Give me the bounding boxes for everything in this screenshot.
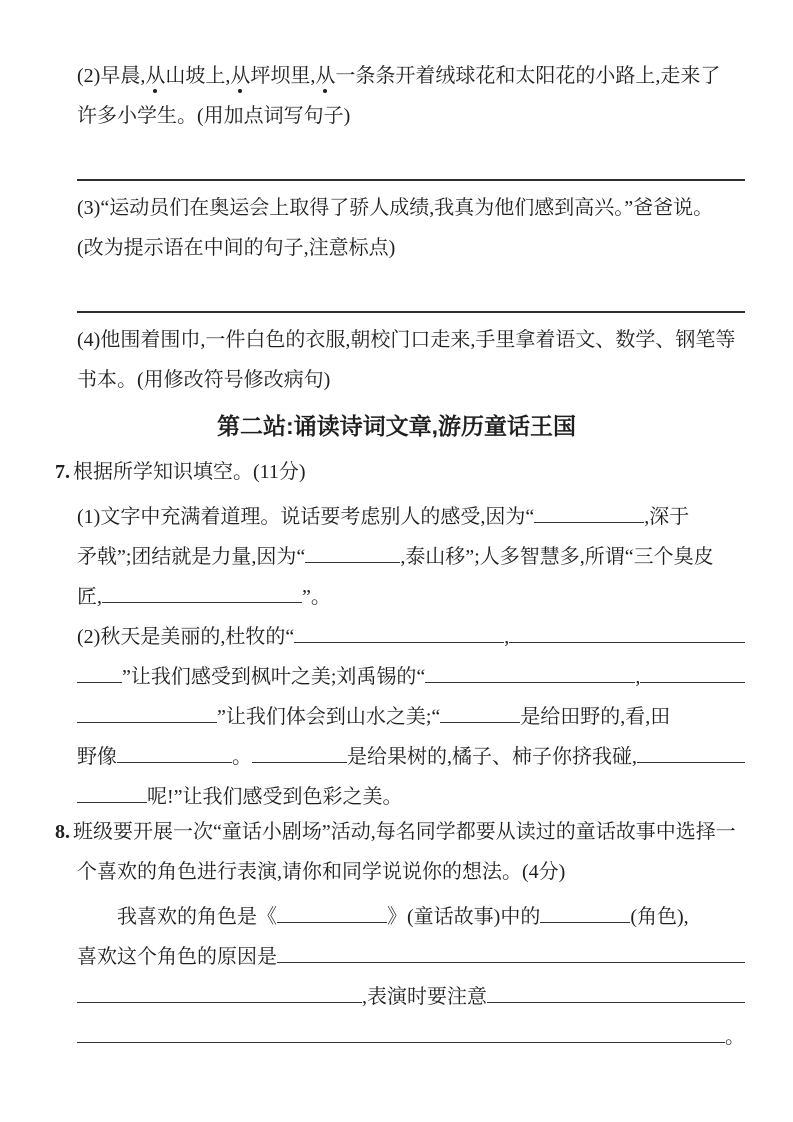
text-run: 是给果树的,橘子、柿子你挤我碰, bbox=[347, 746, 637, 768]
q6-2-answer-writing-line bbox=[55, 136, 745, 188]
text-run: ”让我们体会到山水之美;“ bbox=[217, 706, 441, 728]
q7-2-line4 bbox=[77, 732, 745, 772]
q7-1-line2 bbox=[77, 532, 745, 572]
q7-1-line1 bbox=[77, 492, 745, 532]
text-run: , bbox=[504, 626, 510, 648]
text-run: 匠, bbox=[77, 586, 102, 608]
answer-blank bbox=[637, 732, 745, 763]
answer-blank bbox=[77, 652, 122, 683]
emphasized-word: 从 bbox=[145, 56, 165, 96]
answer-writing-line bbox=[77, 179, 745, 181]
answer-blank bbox=[534, 492, 644, 523]
answer-blank bbox=[425, 652, 635, 683]
text-run: 》(童话故事)中的 bbox=[387, 906, 541, 928]
answer-blank bbox=[294, 612, 504, 643]
q6-2-sentence-line1 bbox=[77, 56, 745, 96]
answer-blank bbox=[509, 612, 745, 643]
q8-answer-line2 bbox=[77, 932, 745, 972]
text-run: 书本。(用修改符号修改病句) bbox=[77, 369, 331, 391]
answer-blank bbox=[540, 892, 630, 923]
answer-blank bbox=[640, 652, 745, 683]
q7-2-line3 bbox=[77, 692, 745, 732]
text-run: 野像 bbox=[77, 746, 117, 768]
text-run: ,泰山移”;人多智慧多,所谓“三个臭皮 bbox=[400, 546, 714, 568]
q6-4-sentence-line2 bbox=[77, 360, 745, 400]
q6-2-sentence-line2 bbox=[77, 96, 745, 136]
text-run: ,表演时要注意 bbox=[362, 986, 487, 1008]
answer-blank bbox=[305, 532, 400, 563]
text-run: 是给田野的,看,田 bbox=[520, 706, 671, 728]
text-run: 一条条开着绒球花和太阳花的小路上,走来了 bbox=[335, 65, 721, 87]
text-run: (1)文字中充满着道理。说话要考虑别人的感受,因为“ bbox=[77, 506, 535, 528]
q8-stem-line1 bbox=[55, 812, 745, 852]
answer-blank bbox=[252, 732, 347, 763]
q8-answer-line3 bbox=[77, 972, 745, 1012]
section-2-heading bbox=[48, 400, 745, 452]
text-run: , bbox=[635, 666, 641, 688]
answer-blank bbox=[277, 892, 387, 923]
q7-2-line2 bbox=[77, 652, 745, 692]
answer-writing-line bbox=[77, 311, 745, 313]
text-run: 坪坝里, bbox=[250, 65, 316, 87]
text-run: (改为提示语在中间的句子,注意标点) bbox=[77, 237, 396, 259]
answer-blank bbox=[440, 692, 520, 723]
q7-1-line3 bbox=[77, 572, 745, 612]
text-run: 根据所学知识填空。(11分) bbox=[73, 461, 306, 483]
question-number: 7. bbox=[55, 461, 70, 483]
question-number: 8. bbox=[55, 821, 70, 843]
text-run: ”让我们感受到枫叶之美;刘禹锡的“ bbox=[122, 666, 426, 688]
text-run: 许多小学生。(用加点词写句子) bbox=[77, 105, 351, 127]
answer-blank bbox=[77, 692, 217, 723]
q7-2-line1 bbox=[77, 612, 745, 652]
text-run: 山坡上, bbox=[165, 65, 231, 87]
text-run: (2)秋天是美丽的,杜牧的“ bbox=[77, 626, 295, 648]
text-run: (角色), bbox=[630, 906, 689, 928]
q8-answer-line4 bbox=[77, 1012, 745, 1052]
answer-blank bbox=[117, 732, 232, 763]
text-run: 矛戟”;团结就是力量,因为“ bbox=[77, 546, 306, 568]
q6-4-sentence-line1 bbox=[77, 320, 745, 360]
exam-content bbox=[55, 56, 745, 1052]
text-run: 呢!”让我们感受到色彩之美。 bbox=[147, 786, 403, 808]
text-run: ,深于 bbox=[644, 506, 690, 528]
q6-3-sentence-line2 bbox=[77, 228, 745, 268]
q6-3-answer-writing-line bbox=[55, 268, 745, 320]
text-run: ”。 bbox=[302, 586, 331, 608]
answer-blank bbox=[487, 972, 745, 1003]
text-run: 我喜欢的角色是《 bbox=[117, 906, 277, 928]
text-run: (2)早晨, bbox=[77, 65, 146, 87]
answer-blank bbox=[77, 972, 362, 1003]
emphasized-word: 从 bbox=[315, 56, 335, 96]
text-run: 班级要开展一次“童话小剧场”活动,每名同学都要从读过的童话故事中选择一 bbox=[73, 821, 736, 843]
q8-answer-line1 bbox=[117, 892, 745, 932]
text-run: 第二站:诵读诗词文章,游历童话王国 bbox=[216, 413, 577, 439]
answer-blank bbox=[77, 772, 147, 803]
q8-stem-line2 bbox=[77, 852, 745, 892]
text-run: 。 bbox=[725, 1026, 745, 1048]
text-run: 个喜欢的角色进行表演,请你和同学说说你的想法。(4分) bbox=[77, 861, 566, 883]
text-run: (4)他围着围巾,一件白色的衣服,朝校门口走来,手里拿着语文、数学、钢笔等 bbox=[77, 329, 736, 351]
emphasized-word: 从 bbox=[230, 56, 250, 96]
text-run: 喜欢这个角色的原因是 bbox=[77, 946, 277, 968]
q7-2-line5 bbox=[77, 772, 745, 812]
q6-3-sentence-line1 bbox=[77, 188, 745, 228]
answer-blank bbox=[102, 572, 302, 603]
q7-stem bbox=[55, 452, 745, 492]
answer-blank bbox=[77, 1012, 725, 1043]
text-run: 。 bbox=[232, 746, 252, 768]
answer-blank bbox=[277, 932, 745, 963]
text-run: (3)“运动员们在奥运会上取得了骄人成绩,我真为他们感到高兴。”爸爸说。 bbox=[77, 197, 714, 219]
